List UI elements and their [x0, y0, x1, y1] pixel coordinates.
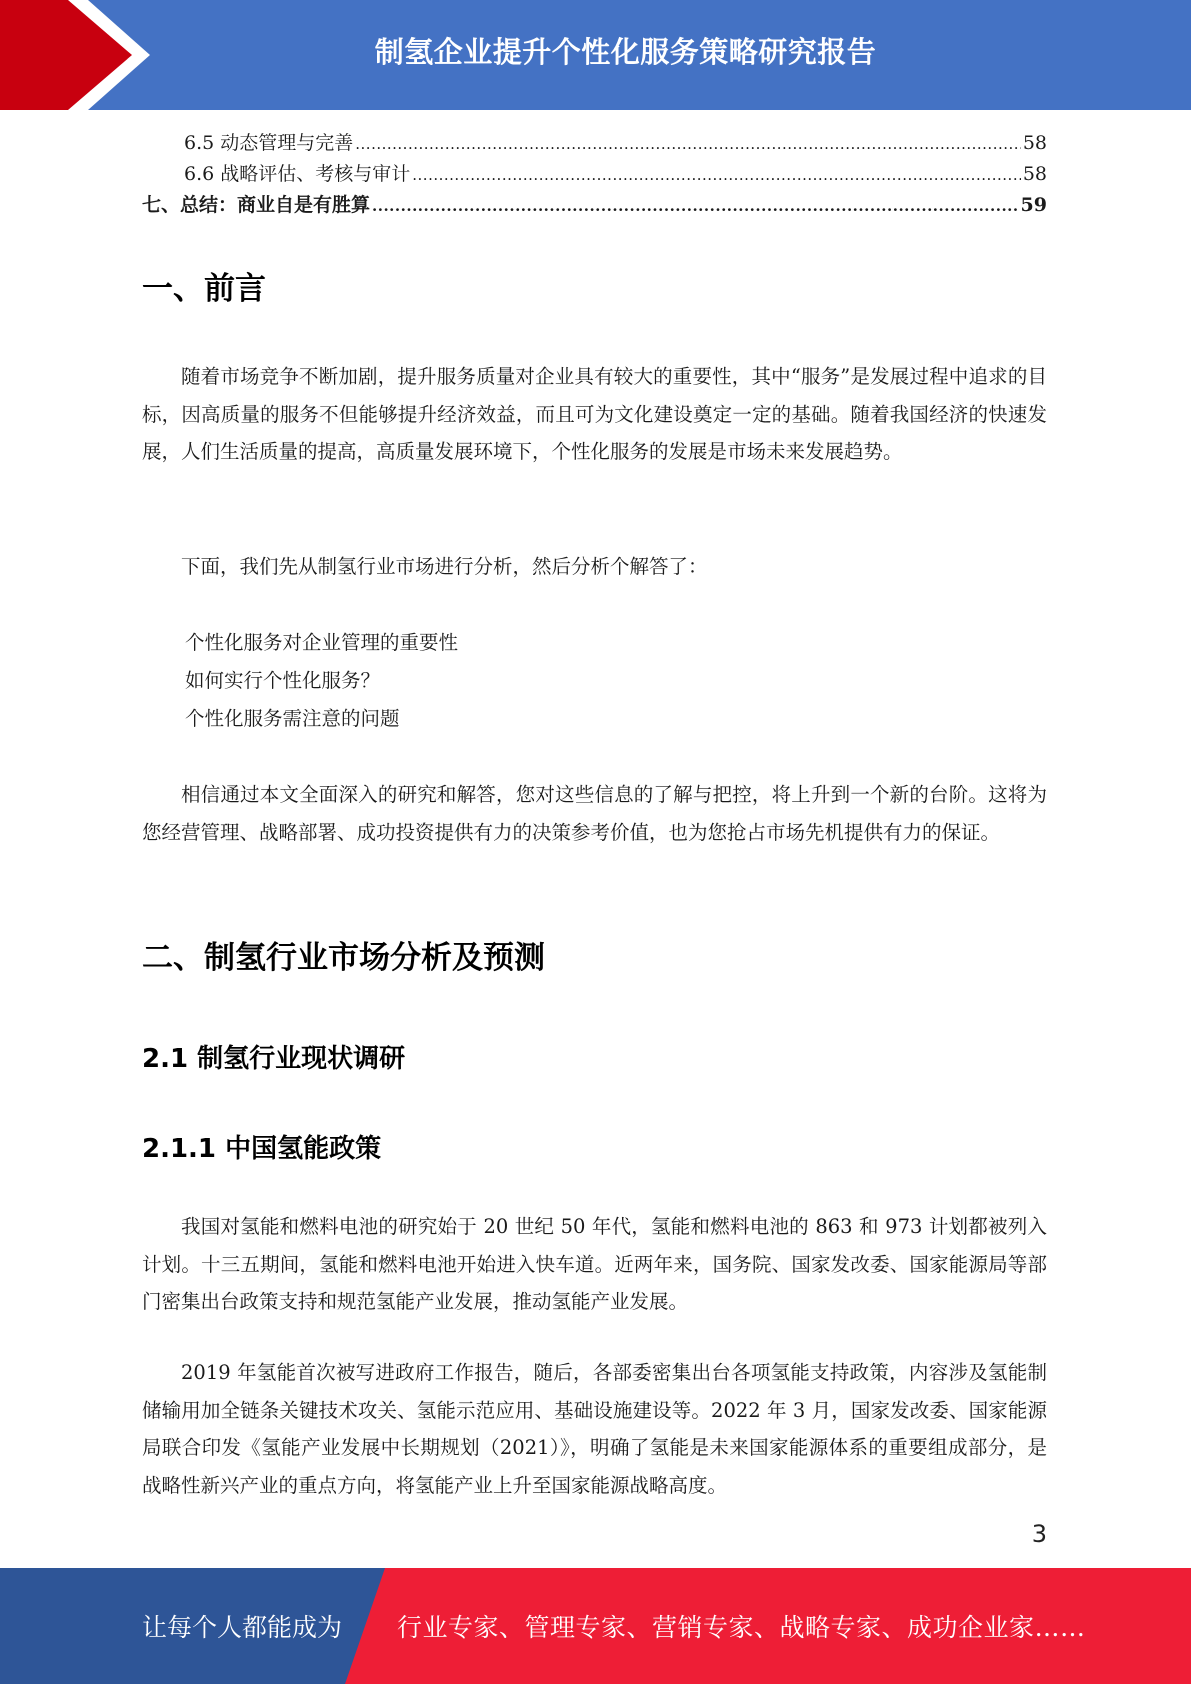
- policy-paragraph-1: 我国对氢能和燃料电池的研究始于 20 世纪 50 年代，氢能和燃料电池的 863 和 973 计划都被列入计划。十三五期间，氢能和燃料电池开始进入快车道。近两年来，国务院、国家发改委、国家能源局等部门密集出台政策支持和规范氢能产业发展，推动氢能产业发展。: [142, 1215, 1047, 1313]
- toc-entry[interactable]: [142, 128, 1047, 159]
- toc-entry-label: 6.5 动态管理与完善: [184, 132, 354, 154]
- toc-leader-dots: [412, 166, 1021, 184]
- toc-entry[interactable]: [142, 190, 1047, 221]
- page-number: 3: [1031, 1520, 1047, 1548]
- subsubsection-heading: 2.1.1 中国氢能政策: [142, 1134, 382, 1164]
- preface-paragraph-2: 下面，我们先从制氢行业市场进行分析，然后分析个解答了：: [181, 555, 708, 578]
- toc-entry-page: 58: [1022, 163, 1047, 185]
- toc-leader-dots: [372, 197, 1019, 215]
- question-item: 如何实行个性化服务？: [185, 669, 381, 692]
- policy-paragraph-2: 2019 年氢能首次被写进政府工作报告，随后，各部委密集出台各项氢能支持政策，内容涉及氢能制储输用加全链条关键技术攻关、氢能示范应用、基础设施建设等。2022 年 3 月，国家发改委、国家能源局联合印发《氢能产业发展中长期规划（2021）》，明确了氢能是未来国家能源体系的重要组成部分，是战略性新兴产业的重点方向，将氢能产业上升至国家能源战略高度。: [142, 1361, 1047, 1497]
- preface-paragraph-3: 相信通过本文全面深入的研究和解答，您对这些信息的了解与把控，将上升到一个新的台阶。这将为您经营管理、战略部署、成功投资提供有力的决策参考价值，也为您抢占市场先机提供有力的保证。: [142, 783, 1047, 844]
- header-chevron: [0, 0, 140, 110]
- report-title: 制氢企业提升个性化服务策略研究报告: [374, 34, 877, 69]
- section-heading-market: 二、制氢行业市场分析及预测: [142, 940, 545, 976]
- toc-entry-page: 59: [1020, 194, 1047, 216]
- page-header: [0, 0, 1191, 110]
- toc-entry-label: 七、总结：商业自是有胜算: [142, 194, 371, 216]
- section-heading-preface: 一、前言: [142, 271, 266, 307]
- toc-leader-dots: [355, 135, 1021, 153]
- toc-entry-label: 6.6 战略评估、考核与审计: [184, 163, 411, 185]
- toc-entry-page: 58: [1022, 132, 1047, 154]
- table-of-contents: [142, 128, 1047, 221]
- footer-slogan-right: 行业专家、管理专家、营销专家、战略专家、成功企业家……: [397, 1613, 1086, 1642]
- page-footer: [0, 1568, 1191, 1684]
- toc-entry[interactable]: [142, 159, 1047, 190]
- preface-paragraph-1: 随着市场竞争不断加剧，提升服务质量对企业具有较大的重要性，其中“服务”是发展过程中追求的目标，因高质量的服务不但能够提升经济效益，而且可为文化建设奠定一定的基础。随着我国经济的快速发展，人们生活质量的提高，高质量发展环境下，个性化服务的发展是市场未来发展趋势。: [142, 365, 1047, 463]
- footer-slogan-left: 让每个人都能成为: [142, 1613, 343, 1642]
- subsection-heading: 2.1 制氢行业现状调研: [142, 1044, 406, 1074]
- question-item: 个性化服务需注意的问题: [185, 707, 400, 730]
- question-item: 个性化服务对企业管理的重要性: [185, 631, 459, 654]
